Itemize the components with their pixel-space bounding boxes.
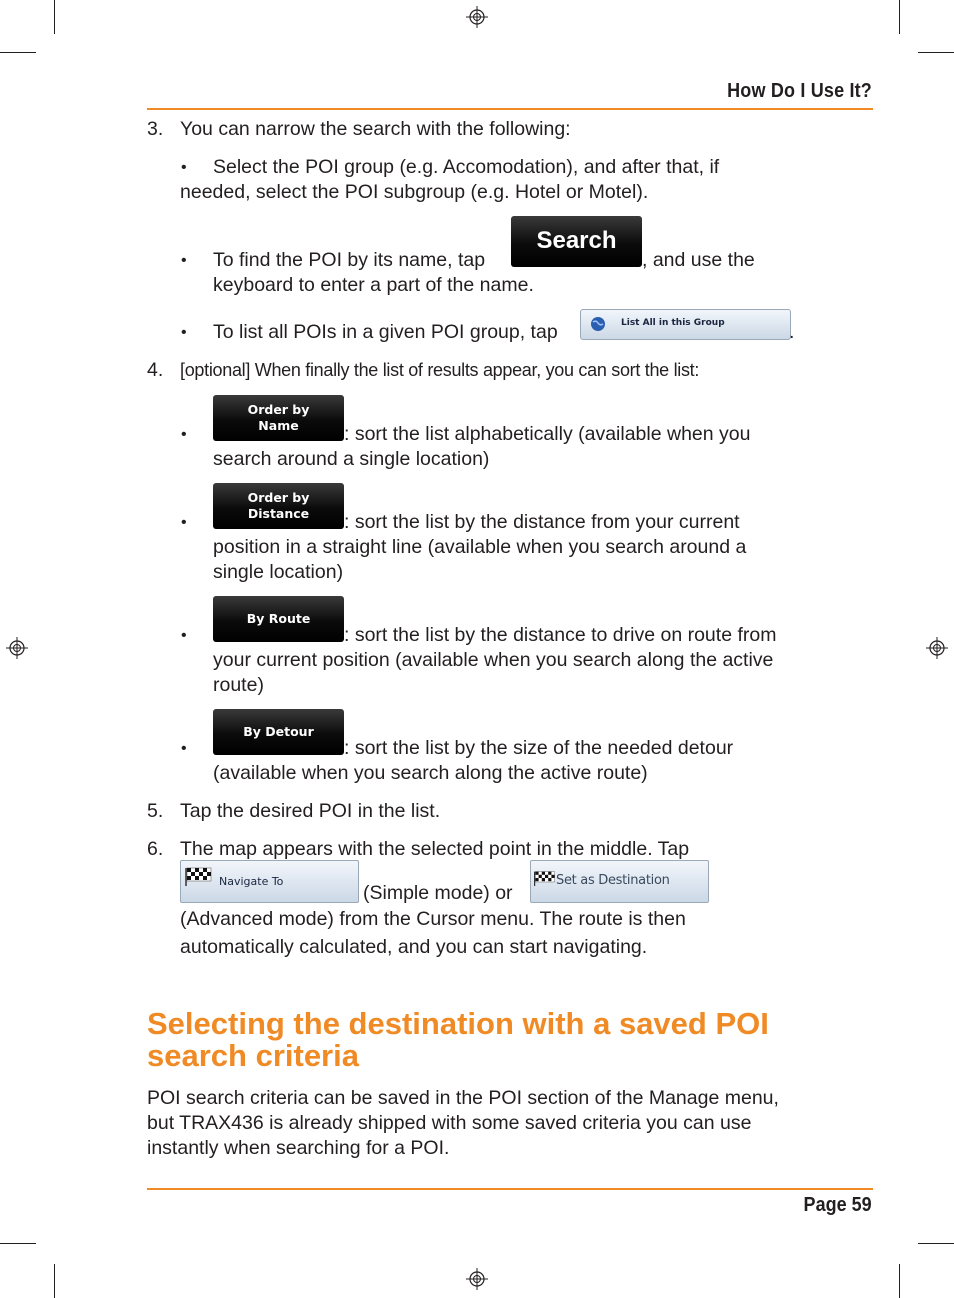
bullet-text: To find the POI by its name, tap <box>213 249 486 271</box>
bullet: • <box>181 627 187 644</box>
crop-mark <box>54 0 55 34</box>
registration-mark-icon <box>466 1268 488 1290</box>
crop-mark <box>918 52 954 53</box>
registration-mark-icon <box>926 637 948 659</box>
globe-icon <box>590 316 606 332</box>
list-all-in-group-label: List All in this Group <box>621 318 725 328</box>
page-header-title: How Do I Use It? <box>727 80 872 102</box>
registration-mark-icon <box>466 6 488 28</box>
bullet-text: To list all POIs in a given POI group, tap <box>213 321 558 343</box>
crop-mark <box>54 1264 55 1298</box>
section-heading: Selecting the destination with a saved POI <box>147 1006 769 1041</box>
by-detour-button[interactable] <box>213 709 344 755</box>
step-text: (Advanced mode) from the Cursor menu. The route is then <box>180 908 686 930</box>
bullet-text: single location) <box>213 561 344 583</box>
body-paragraph: instantly when searching for a POI. <box>147 1137 450 1159</box>
bullet-text: your current position (available when you search along the active <box>213 649 774 671</box>
step-number: 5. <box>147 800 164 822</box>
registration-mark-icon <box>6 637 28 659</box>
checkered-flag-icon <box>184 866 214 886</box>
step-number: 4. <box>147 359 164 381</box>
order-by-distance-button[interactable] <box>213 483 344 529</box>
step-number: 3. <box>147 118 164 140</box>
header-rule <box>147 108 873 110</box>
search-button[interactable] <box>511 216 642 267</box>
order-by-name-label: Name <box>258 418 299 433</box>
bullet: • <box>181 324 187 341</box>
bullet: • <box>181 426 187 443</box>
step-text: You can narrow the search with the following: <box>180 118 571 140</box>
navigate-to-button[interactable] <box>180 860 359 903</box>
step-number: 6. <box>147 838 164 860</box>
body-paragraph: POI search criteria can be saved in the POI section of the Manage menu, <box>147 1087 779 1109</box>
bullet-text: keyboard to enter a part of the name. <box>213 274 534 296</box>
bullet-text: (available when you search along the active route) <box>213 762 648 784</box>
step-text: Tap the desired POI in the list. <box>180 800 441 822</box>
bullet-text: needed, select the POI subgroup (e.g. Hotel or Motel). <box>180 181 649 203</box>
crop-mark <box>918 1243 954 1244</box>
order-by-name-button[interactable] <box>213 395 344 441</box>
section-heading: search criteria <box>147 1038 359 1073</box>
step-text: (Simple mode) or <box>363 882 513 904</box>
order-by-distance-label: Order by <box>247 490 310 505</box>
search-button-label: Search <box>536 227 617 254</box>
bullet-text: position in a straight line (available when you search around a <box>213 536 747 558</box>
body-paragraph: but TRAX436 is already shipped with some saved criteria you can use <box>147 1112 752 1134</box>
navigate-to-label: Navigate To <box>219 875 284 888</box>
by-route-button[interactable] <box>213 596 344 642</box>
bullet-text: : sort the list by the size of the needed detour <box>344 737 734 759</box>
by-detour-label: By Detour <box>243 724 314 739</box>
step-text: The map appears with the selected point in the middle. Tap <box>180 838 690 860</box>
bullet-text: , and use the <box>642 249 755 271</box>
set-as-destination-button[interactable] <box>530 860 709 903</box>
bullet-text: route) <box>213 674 264 696</box>
bullet: • <box>181 159 187 176</box>
bullet: • <box>181 514 187 531</box>
bullet: • <box>181 252 187 269</box>
bullet-text: . <box>789 321 795 343</box>
order-by-name-label: Order by <box>247 402 310 417</box>
step-text: automatically calculated, and you can start navigating. <box>180 936 648 958</box>
set-as-destination-label: Set as Destination <box>556 873 670 888</box>
crop-mark <box>899 0 900 34</box>
bullet: • <box>181 740 187 757</box>
list-all-in-group-button[interactable] <box>580 309 791 340</box>
crop-mark <box>0 1243 36 1244</box>
bullet-text: search around a single location) <box>213 448 490 470</box>
page-number: Page 59 <box>803 1194 872 1216</box>
bullet-text: : sort the list alphabetically (available when you <box>344 423 751 445</box>
footer-rule <box>147 1188 873 1190</box>
bullet-text: Select the POI group (e.g. Accomodation), and after that, if <box>213 156 720 178</box>
crop-mark <box>899 1264 900 1298</box>
bullet-text: : sort the list by the distance from your current <box>344 511 740 533</box>
by-route-label: By Route <box>246 611 311 626</box>
step-text: [optional] When finally the list of results appear, you can sort the list: <box>180 360 700 380</box>
bullet-text: : sort the list by the distance to drive on route from <box>344 624 777 646</box>
crop-mark <box>0 52 36 53</box>
checkered-flag-icon <box>533 869 557 887</box>
order-by-distance-label: Distance <box>247 506 310 521</box>
